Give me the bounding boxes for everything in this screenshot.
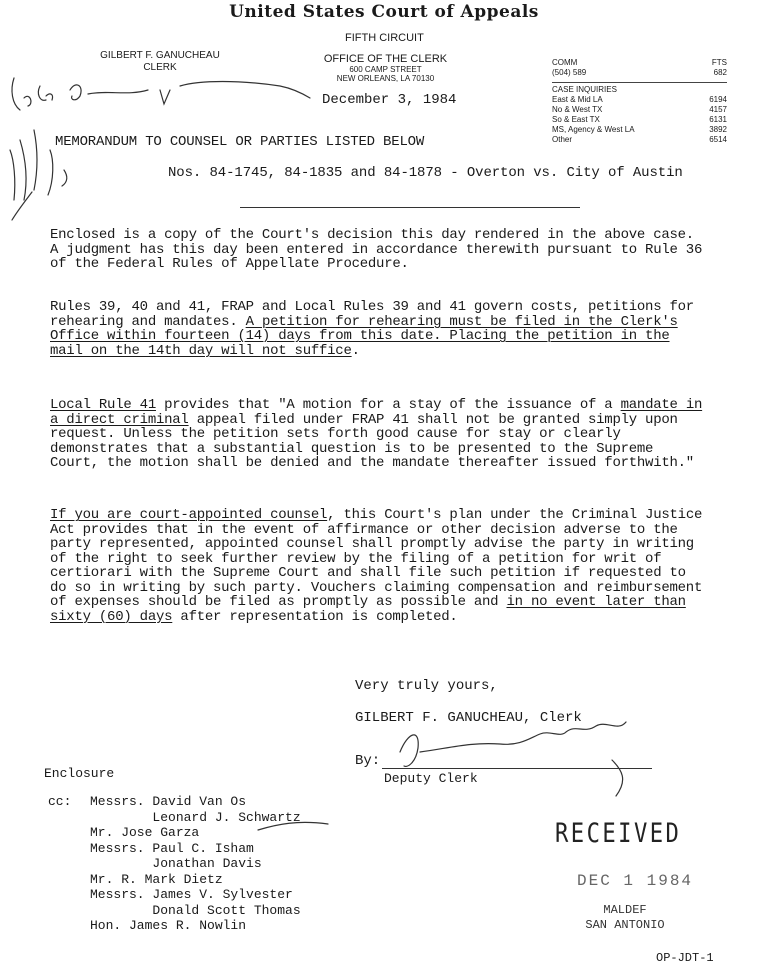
office-address-1: 600 CAMP STREET xyxy=(349,65,422,74)
closing: Very truly yours, xyxy=(355,678,498,694)
clerk-letterhead xyxy=(70,50,250,74)
paragraph-decision: Enclosed is a copy of the Court's decision this day rendered in the above case. A judgment has this day been entered in accordance therewith pursuant to Rule 36 of the Federal Rules of Appellate Procedure. xyxy=(50,227,703,272)
inquiry-ext: 4157 xyxy=(709,105,727,114)
received-org xyxy=(570,903,680,933)
comm-label: COMM xyxy=(552,58,578,67)
cc-line: Jonathan Davis xyxy=(90,856,262,871)
inquiries-title: CASE INQUIRIES xyxy=(552,85,617,94)
office-address-2: NEW ORLEANS, LA 70130 xyxy=(336,74,435,83)
signature-line xyxy=(382,768,652,769)
received-org-name: MALDEF xyxy=(603,903,647,917)
received-stamp: RECEIVED xyxy=(555,818,682,849)
rehearing-intro: Rules 39, 40 and 41, FRAP and Local Rules 39 and 41 govern costs, petitions for rehearing and mandates. xyxy=(50,299,694,330)
by-label: By: xyxy=(355,753,381,769)
office-title: OFFICE OF THE CLERK xyxy=(323,53,448,65)
direct-criminal-ref: mandate in a direct criminal xyxy=(50,397,703,428)
sixty-days-ref: in no event later than sixty (60) days xyxy=(50,594,686,625)
fts-label: FTS xyxy=(711,58,727,67)
paragraph-rehearing xyxy=(50,300,710,358)
comm-phone: (504) 589 xyxy=(552,68,587,77)
cc-line: Leonard J. Schwartz xyxy=(90,809,301,825)
office-letterhead xyxy=(318,53,453,83)
cja-text-2: after representation is completed. xyxy=(172,608,458,625)
cc-line: Messrs. Paul C. Isham xyxy=(90,840,254,856)
cja-text-1: , this Court's plan under the Criminal Justice Act provides that in the event of affirmance or other decision adverse to the party represented, appointed counsel shall promptly advise the party in writing of the right to seek further review by the filing of a petition for writ of certiorari with the Supreme Court and shall file such petition if requested to do so in writing by such party. Vouchers claiming compensation and reimbursement of expenses should be filed as promptly as possible and xyxy=(50,507,703,610)
inquiry-region: So & East TX xyxy=(552,115,600,124)
local-rule-ref: Local Rule 41 xyxy=(50,397,156,413)
court-title: United States Court of Appeals xyxy=(229,2,539,22)
court-appointed-ref: If you are court-appointed counsel xyxy=(50,507,328,523)
inquiry-ext: 6131 xyxy=(709,115,727,124)
inquiry-region: East & Mid LA xyxy=(552,95,603,104)
cc-line: Hon. James R. Nowlin xyxy=(90,918,247,933)
signature-block: GILBERT F. GANUCHEAU, Clerk xyxy=(355,710,582,726)
cc-line: Messrs. James V. Sylvester xyxy=(90,887,293,902)
case-numbers: Nos. 84-1745, 84-1835 and 84-1878 - Overton vs. City of Austin xyxy=(168,165,683,181)
inquiry-ext: 6194 xyxy=(709,95,727,104)
paragraph-cja xyxy=(50,508,710,624)
paragraph-local-rule xyxy=(50,398,710,471)
local-rule-text-2: appeal filed under FRAP 41 shall not be granted simply upon request. Unless the petition sets forth good cause for stay or clearly demonstrates that a substantial question is to be presented to the Supreme Court, the motion shall be denied and the mandate thereafter issued forthwith." xyxy=(50,411,694,471)
cc-line: Mr. R. Mark Dietz xyxy=(90,871,223,887)
cc-list xyxy=(48,794,301,934)
inquiry-ext: 6514 xyxy=(709,135,727,144)
cc-label: cc: xyxy=(48,794,72,809)
received-org-city: SAN ANTONIO xyxy=(585,918,665,932)
inquiry-region: Other xyxy=(552,135,573,144)
form-number: OP-JDT-1 xyxy=(656,951,714,965)
enclosure-label: Enclosure xyxy=(44,766,115,781)
rehearing-period: . xyxy=(351,342,360,359)
inquiry-ext: 3892 xyxy=(709,125,727,134)
memo-heading: MEMORANDUM TO COUNSEL OR PARTIES LISTED BELOW xyxy=(55,134,425,150)
fts-phone: 682 xyxy=(713,68,727,77)
contact-block xyxy=(552,58,727,145)
inquiry-region: No & West TX xyxy=(552,105,603,114)
letter-date: December 3, 1984 xyxy=(322,92,457,108)
local-rule-text-1: provides that "A motion for a stay of the issuance of a xyxy=(155,397,621,413)
clerk-name: GILBERT F. GANUCHEAU xyxy=(100,50,220,61)
handwritten-re-note xyxy=(12,78,53,110)
inquiry-region: MS, Agency & West LA xyxy=(552,125,635,134)
cc-line: Messrs. David Van Os xyxy=(90,794,247,809)
received-date: DEC 1 1984 xyxy=(577,872,694,890)
clerk-title: CLERK xyxy=(143,62,177,73)
rehearing-deadline: A petition for rehearing must be filed in the Clerk's Office within fourteen (14) days from this date. Placing the petition in the mail on the 14th day will not suffice xyxy=(50,313,678,359)
cc-line: Mr. Jose Garza xyxy=(90,825,200,840)
deputy-label: Deputy Clerk xyxy=(384,771,478,786)
circuit-label: FIFTH CIRCUIT xyxy=(345,32,424,44)
divider xyxy=(240,207,580,208)
cc-line: Donald Scott Thomas xyxy=(90,902,301,918)
